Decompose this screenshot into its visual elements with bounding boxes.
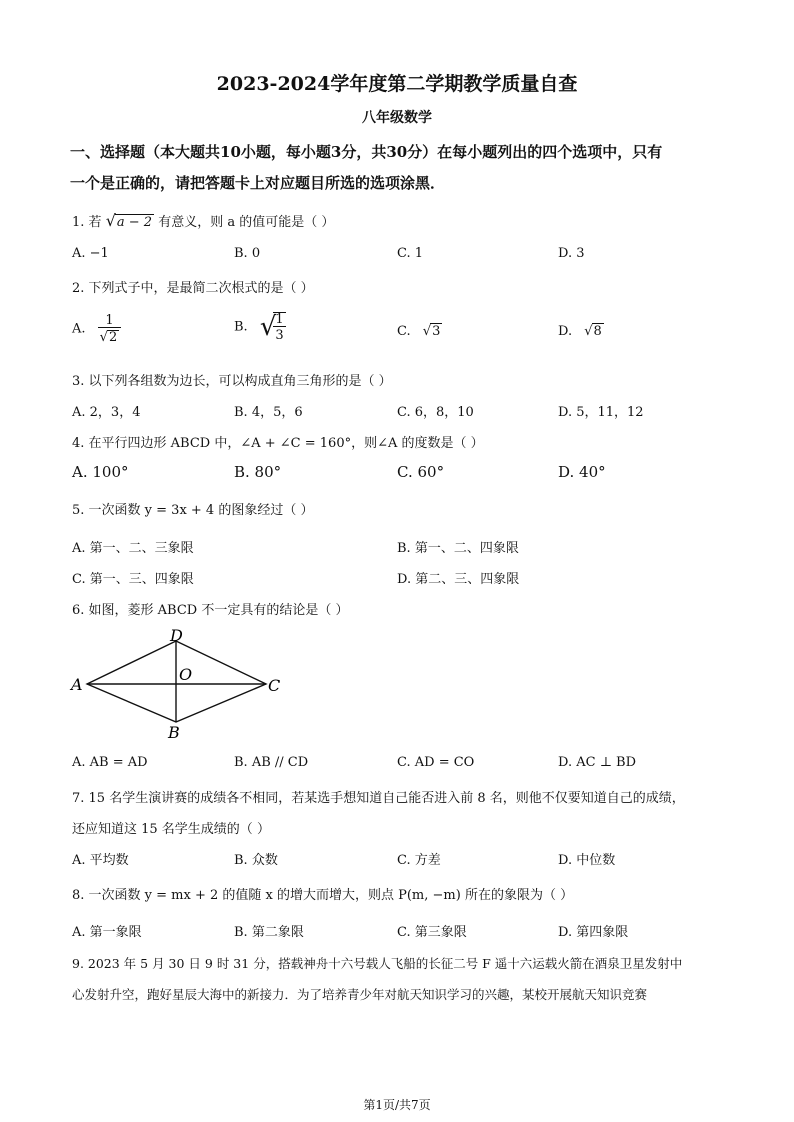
q8-option-d: D. 第四象限	[558, 925, 629, 940]
q2-option-b-fraction	[273, 312, 285, 342]
q1-suffix: 有意义，则 a 的值可能是（ ）	[158, 215, 335, 230]
question-2-stem: 2. 下列式子中，是最简二次根式的是（ ）	[72, 281, 314, 296]
question-5-stem: 5. 一次函数 y = 3x + 4 的图象经过（ ）	[72, 503, 314, 518]
q2-option-b-label: B.	[234, 319, 248, 335]
q1-radicand: a − 2	[116, 215, 153, 230]
q8-option-a: A. 第一象限	[72, 925, 142, 940]
q3-option-c: C. 6，8，10	[397, 405, 474, 420]
q3-option-d: D. 5，11，12	[558, 405, 644, 420]
q2-option-d-label: D.	[558, 324, 573, 339]
q2-option-a-label: A.	[72, 321, 86, 337]
question-9-line1: 9. 2023 年 5 月 30 日 9 时 31 分，搭载神舟十六号载人飞船的长征二号 F 遥十六运载火箭在酒泉卫星发射中	[72, 956, 683, 971]
q6-option-b: B. AB // CD	[234, 755, 309, 770]
q2-option-d	[558, 323, 604, 339]
label-a: A	[71, 675, 83, 694]
q2-option-c	[397, 323, 442, 339]
q2-option-a	[72, 314, 121, 344]
label-c: C	[268, 676, 281, 695]
question-3-stem: 3. 以下列各组数为边长，可以构成直角三角形的是（ ）	[72, 374, 392, 389]
q2-a-denominator: √2	[98, 327, 122, 344]
q7-option-b: B. 众数	[234, 853, 278, 868]
question-4-stem: 4. 在平行四边形 ABCD 中，∠A + ∠C = 160°，则∠A 的度数是（ ）	[72, 436, 484, 451]
q2-b-denominator: 3	[275, 328, 284, 343]
q2-a-numerator: 1	[105, 313, 114, 328]
radical-sign-icon: √	[422, 324, 432, 339]
q3-option-a: A. 2，3，4	[72, 405, 141, 420]
label-b: B	[168, 723, 180, 742]
page-title: 2023-2024学年度第二学期教学质量自查	[216, 73, 578, 95]
q1-prefix: 1. 若	[72, 215, 102, 230]
q4-option-c: C. 60°	[397, 463, 445, 481]
q1-option-c: C. 1	[397, 246, 424, 261]
q5-option-d: D. 第二、三、四象限	[397, 572, 520, 587]
q3-option-b: B. 4，5，6	[234, 405, 303, 420]
q6-option-c: C. AD = CO	[397, 755, 475, 770]
q7-option-a: A. 平均数	[72, 853, 129, 868]
label-o: O	[179, 665, 193, 684]
q2-option-c-label: C.	[397, 324, 411, 339]
section-heading-line2: 一个是正确的，请把答题卡上对应题目所选的选项涂黑．	[70, 174, 446, 192]
question-8-stem: 8. 一次函数 y = mx + 2 的值随 x 的增大而增大，则点 P(m, −m) 所在的象限为（ ）	[72, 888, 574, 903]
rhombus-figure	[66, 624, 296, 744]
label-d: D	[170, 626, 183, 645]
q5-option-b: B. 第一、二、四象限	[397, 541, 519, 556]
question-1-stem	[72, 211, 334, 230]
q4-option-a: A. 100°	[72, 463, 129, 481]
q2-option-a-fraction	[98, 314, 122, 344]
q5-option-c: C. 第一、三、四象限	[72, 572, 194, 587]
q6-option-a: A. AB = AD	[72, 755, 148, 770]
q2-option-b	[234, 312, 286, 342]
question-6-stem: 6. 如图，菱形 ABCD 不一定具有的结论是（ ）	[72, 603, 349, 618]
question-7-line1: 7. 15 名学生演讲赛的成绩各不相同，若某选手想知道自己能否进入前 8 名，则他不仅要知道自己的成绩，	[72, 791, 685, 806]
radical-sign-icon: √	[584, 324, 593, 339]
q8-option-c: C. 第三象限	[397, 925, 467, 940]
q4-option-d: D. 40°	[558, 463, 606, 481]
section-heading-line1: 一、选择题（本大题共10小题，每小题3分，共30分）在每小题列出的四个选项中，只有	[70, 143, 663, 161]
q1-option-a: A. −1	[72, 246, 109, 261]
question-7-line2: 还应知道这 15 名学生成绩的（ ）	[72, 822, 270, 837]
q2-a-radicand: 2	[108, 330, 118, 345]
q1-option-d: D. 3	[558, 246, 585, 261]
q2-c-radicand: 3	[432, 324, 441, 339]
q5-option-a: A. 第一、二、三象限	[72, 541, 194, 556]
page-number: 第1页/共7页	[363, 1098, 431, 1112]
radical-sign-icon: √	[259, 312, 277, 342]
q1-option-b: B. 0	[234, 246, 261, 261]
q2-d-radicand: 8	[593, 324, 602, 339]
question-9-line2: 心发射升空，跑好星辰大海中的新接力．为了培养青少年对航天知识学习的兴趣，某校开展航天知识竞赛	[72, 987, 648, 1002]
q4-option-b: B. 80°	[234, 463, 282, 481]
q8-option-b: B. 第二象限	[234, 925, 304, 940]
q2-b-numerator: 1	[275, 312, 284, 327]
page-subtitle: 八年级数学	[362, 110, 432, 126]
q7-option-c: C. 方差	[397, 853, 441, 868]
q7-option-d: D. 中位数	[558, 853, 616, 868]
radical-sign-icon: √	[105, 211, 116, 230]
q6-option-d: D. AC ⊥ BD	[558, 755, 637, 770]
